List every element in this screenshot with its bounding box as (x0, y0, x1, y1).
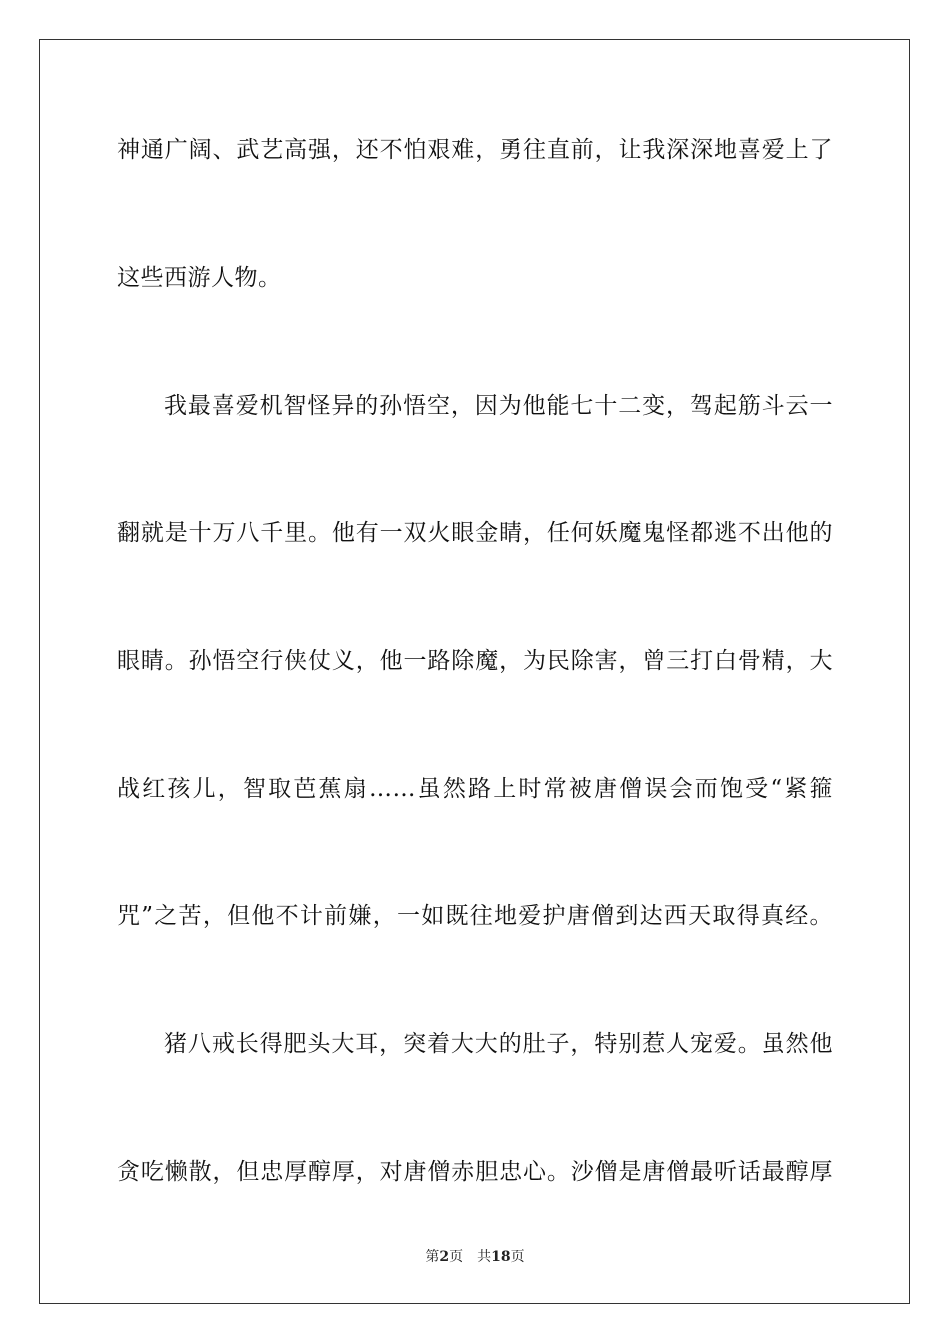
footer-page-number: 2 (439, 1249, 450, 1265)
text-line-2: 这些西游人物。 (117, 265, 282, 291)
footer-total-prefix: 共 (477, 1249, 492, 1265)
text-line-8: 猪八戒长得肥头大耳，突着大大的肚子，特别惹人宠爱。虽然他 (164, 1031, 833, 1057)
page-footer (0, 1248, 950, 1266)
text-line-9: 贪吃懒散，但忠厚醇厚，对唐僧赤胆忠心。沙僧是唐僧最听话最醇厚 (117, 1159, 833, 1185)
text-line-6: 战红孩儿，智取芭蕉扇……虽然路上时常被唐僧误会而饱受“紧箍 (117, 776, 833, 802)
text-line-5: 眼睛。孙悟空行侠仗义，他一路除魔，为民除害，曾三打白骨精，大 (117, 648, 833, 674)
footer-total-suffix: 页 (510, 1249, 525, 1265)
text-line-1: 神通广阔、武艺高强，还不怕艰难，勇往直前，让我深深地喜爱上了 (117, 137, 833, 163)
footer-page-suffix: 页 (449, 1249, 464, 1265)
text-line-4: 翻就是十万八千里。他有一双火眼金睛，任何妖魔鬼怪都逃不出他的 (117, 520, 833, 546)
footer-total-pages: 18 (491, 1249, 511, 1265)
text-line-3: 我最喜爱机智怪异的孙悟空，因为他能七十二变，驾起筋斗云一 (164, 393, 833, 419)
footer-page-prefix: 第 (425, 1249, 440, 1265)
text-line-7: 咒”之苦，但他不计前嫌，一如既往地爱护唐僧到达西天取得真经。 (117, 903, 833, 929)
